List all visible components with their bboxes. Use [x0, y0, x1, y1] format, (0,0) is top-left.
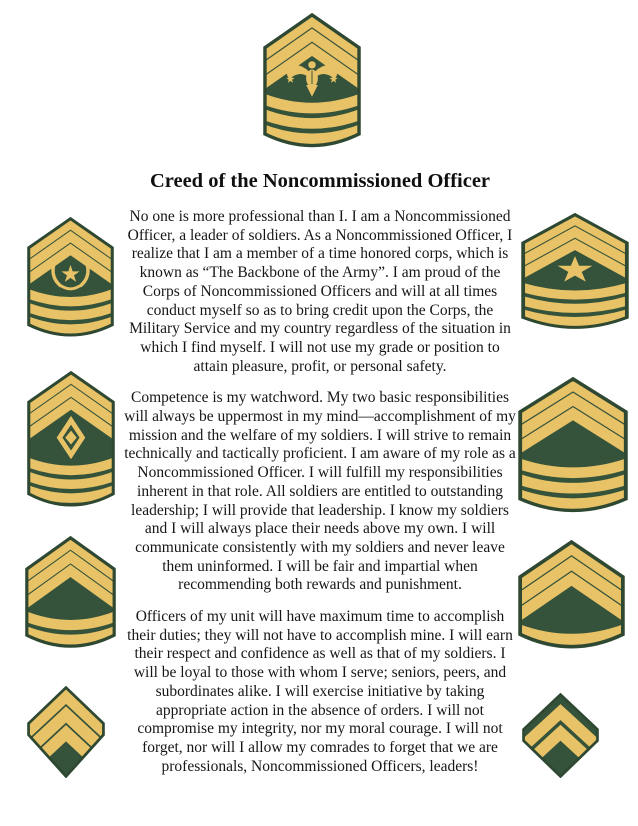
creed-paragraph-1: No one is more professional than I. I am a Noncommissioned Officer, a leader of soldiers. As a Noncommissioned Officer, I realize that I am a member of a time honored corps, which is known as “The Backbone of the Army”. I am proud of the Corps of Noncommissioned Officers and will at all times conduct myself so as to bring credit upon the Corps, the Military Service and my country regardless of the situation in which I find myself. I will not use my grade or position to attain pleasure, profit, or personal safety.: [127, 208, 513, 375]
creed-paragraph-3: Officers of my unit will have maximum time to accomplish their duties; they will not have to accomplish mine. I will earn their respect and confidence as well as that of my soldiers. I will be loyal to those with whom I serve; seniors, peers, and subordinates alike. I will exercise initiative by taking appropriate action in the absence of orders. I will not compromise my integrity, nor my moral courage. I will not forget, nor will I allow my comrades to forget that we are professionals, Noncommissioned Officers, leaders!: [127, 608, 513, 775]
command-sergeant-major-insignia-icon: [27, 217, 114, 347]
staff-sergeant-insignia-icon: [518, 540, 625, 661]
creed-paragraph-2: Competence is my watchword. My two basic responsibilities will always be uppermost in my mind—accomplishment of my mission and the welfare of my soldiers. I will strive to remain technically and tactically proficient. I am aware of my role as a Noncommissioned Officer. I will fulfill my responsibilities inherent in that role. All soldiers are entitled to outstanding leadership; I will provide that leadership. I know my soldiers and I will always place their needs above my own. I will communicate consistently with my soldiers and never leave them uninformed. I will be fair and impartial when recommending both rewards and punishment.: [124, 389, 516, 594]
sergeant-major-of-the-army-insignia-icon: [263, 13, 361, 159]
first-sergeant-insignia-icon: [27, 371, 115, 518]
sergeant-major-insignia-icon: [521, 213, 629, 339]
corporal-insignia-icon: [522, 693, 599, 778]
sergeant-first-class-insignia-icon: [25, 536, 116, 659]
sergeant-insignia-icon: [27, 686, 105, 778]
master-sergeant-insignia-icon: [518, 377, 628, 524]
creed-text-block: [123, 170, 517, 789]
page-title: Creed of the Noncommissioned Officer: [149, 170, 491, 192]
